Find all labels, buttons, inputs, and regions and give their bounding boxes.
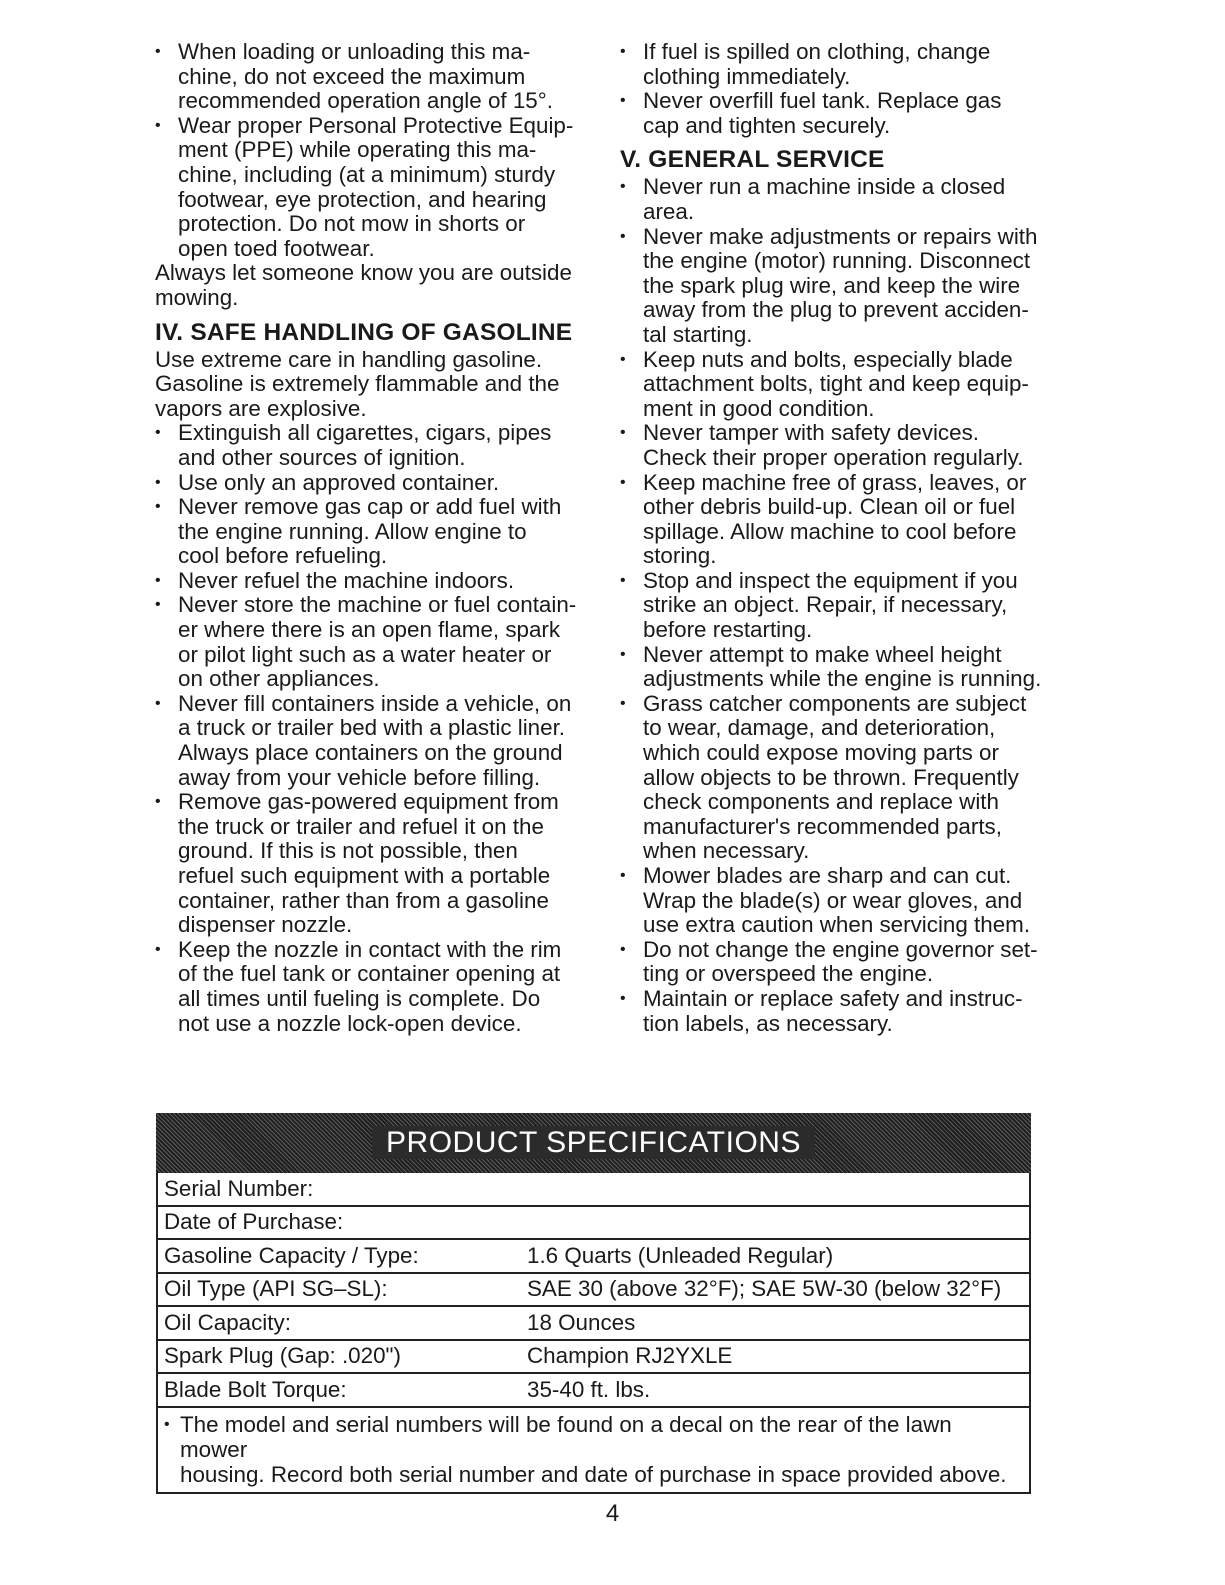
list-item: • When loading or unloading this ma- chine, do not exceed the maximum recommended operation angle of 15°. xyxy=(155,40,595,114)
spec-label: Spark Plug (Gap: .020") xyxy=(158,1340,521,1374)
list-item: • Never refuel the machine indoors. xyxy=(155,569,595,594)
spec-label: Serial Number: xyxy=(158,1173,521,1206)
list-item: • Stop and inspect the equipment if you strike an object. Repair, if necessary, before restarting. xyxy=(620,569,1060,643)
gasoline-section-heading: IV. SAFE HANDLING OF GASOLINE xyxy=(155,318,573,346)
list-item: • Remove gas-powered equipment from the truck or trailer and refuel it on the ground. If this is not possible, then refuel such equipment with a portable container, rather than from a gasoline dispenser nozzle. xyxy=(155,790,595,938)
list-item: • Never run a machine inside a closed area. xyxy=(620,175,1060,224)
list-item: • Keep machine free of grass, leaves, or other debris build-up. Clean oil or fuel spillage. Allow machine to cool before storing. xyxy=(620,471,1060,569)
list-item: • Never store the machine or fuel contain- er where there is an open flame, spark or pilot light such as a water heater or on other appliances. xyxy=(155,593,595,691)
list-item: • Do not change the engine governor set- ting or overspeed the engine. xyxy=(620,938,1060,987)
spec-value: 18 Ounces xyxy=(521,1306,1029,1340)
spec-label: Blade Bolt Torque: xyxy=(158,1373,521,1407)
specifications-title-banner xyxy=(156,1113,1031,1173)
list-item: • If fuel is spilled on clothing, change clothing immediately. xyxy=(620,40,1060,89)
spec-value: 1.6 Quarts (Unleaded Regular) xyxy=(521,1239,1029,1273)
list-item: • Keep nuts and bolts, especially blade attachment bolts, tight and keep equip- ment in good condition. xyxy=(620,348,1060,422)
list-item: • Mower blades are sharp and can cut. Wrap the blade(s) or wear gloves, and use extra caution when servicing them. xyxy=(620,864,1060,938)
list-item: • Never tamper with safety devices. Check their proper operation regularly. xyxy=(620,421,1060,470)
list-item: • Never attempt to make wheel height adjustments while the engine is running. xyxy=(620,643,1060,692)
service-section-heading: V. GENERAL SERVICE xyxy=(620,146,885,174)
list-item: • Grass catcher components are subject to wear, damage, and deterioration, which could expose moving parts or allow objects to be thrown. Frequently check components and replace with manufacturer's recommended parts, when necessary. xyxy=(620,692,1060,864)
list-item: • Never fill containers inside a vehicle, on a truck or trailer bed with a plastic liner. Always place containers on the ground away from your vehicle before filling. xyxy=(155,692,595,790)
table-row xyxy=(158,1206,1029,1240)
gasoline-paragraph: Use extreme care in handling gasoline. Gasoline is extremely flammable and the vapors are explosive. xyxy=(155,346,560,421)
table-row xyxy=(158,1306,1029,1340)
spec-label: Oil Capacity: xyxy=(158,1306,521,1340)
list-item: • Extinguish all cigarettes, cigars, pipes and other sources of ignition. xyxy=(155,421,595,470)
specifications-note-text: • The model and serial numbers will be found on a decal on the rear of the lawn mower housing. Record both serial number and date of purchase in space provided above. xyxy=(180,1411,1007,1487)
list-item: • Maintain or replace safety and instruc- tion labels, as necessary. xyxy=(620,987,1060,1036)
list-item: • Never overfill fuel tank. Replace gas cap and tighten securely. xyxy=(620,89,1060,138)
spec-value: Champion RJ2YXLE xyxy=(521,1340,1029,1374)
specifications-note xyxy=(158,1408,1029,1492)
specifications-title: PRODUCT SPECIFICATIONS xyxy=(372,1126,815,1159)
spec-value xyxy=(521,1206,1029,1240)
page-number: 4 xyxy=(605,1500,620,1527)
list-item: • Wear proper Personal Protective Equip- ment (PPE) while operating this ma- chine, including (at a minimum) sturdy footwear, eye protection, and hearing protection. Do not mow in shorts or open toed footwear. xyxy=(155,114,595,262)
spec-label: Oil Type (API SG–SL): xyxy=(158,1273,521,1307)
list-item: • Never make adjustments or repairs with the engine (motor) running. Disconnect the spark plug wire, and keep the wire away from the plug to prevent acciden- tal starting. xyxy=(620,225,1060,348)
specifications-table xyxy=(158,1173,1029,1408)
spec-value: 35-40 ft. lbs. xyxy=(521,1373,1029,1407)
spec-value xyxy=(521,1173,1029,1206)
list-item: • Use only an approved container. xyxy=(155,471,595,496)
table-row xyxy=(158,1173,1029,1206)
left-column xyxy=(155,40,595,1036)
spec-label: Gasoline Capacity / Type: xyxy=(158,1239,521,1273)
table-row xyxy=(158,1239,1029,1273)
product-specifications-box xyxy=(156,1113,1031,1494)
right-column xyxy=(620,40,1060,1036)
spec-value: SAE 30 (above 32°F); SAE 5W-30 (below 32°F) xyxy=(521,1273,1029,1307)
table-row xyxy=(158,1273,1029,1307)
list-item: • Keep the nozzle in contact with the rim of the fuel tank or container opening at all times until fueling is complete. Do not use a nozzle lock-open device. xyxy=(155,938,595,1036)
spec-label: Date of Purchase: xyxy=(158,1206,521,1240)
intro-paragraph: Always let someone know you are outside mowing. xyxy=(155,260,572,310)
table-row xyxy=(158,1340,1029,1374)
list-item: • Never remove gas cap or add fuel with the engine running. Allow engine to cool before refueling. xyxy=(155,495,595,569)
table-row xyxy=(158,1373,1029,1407)
